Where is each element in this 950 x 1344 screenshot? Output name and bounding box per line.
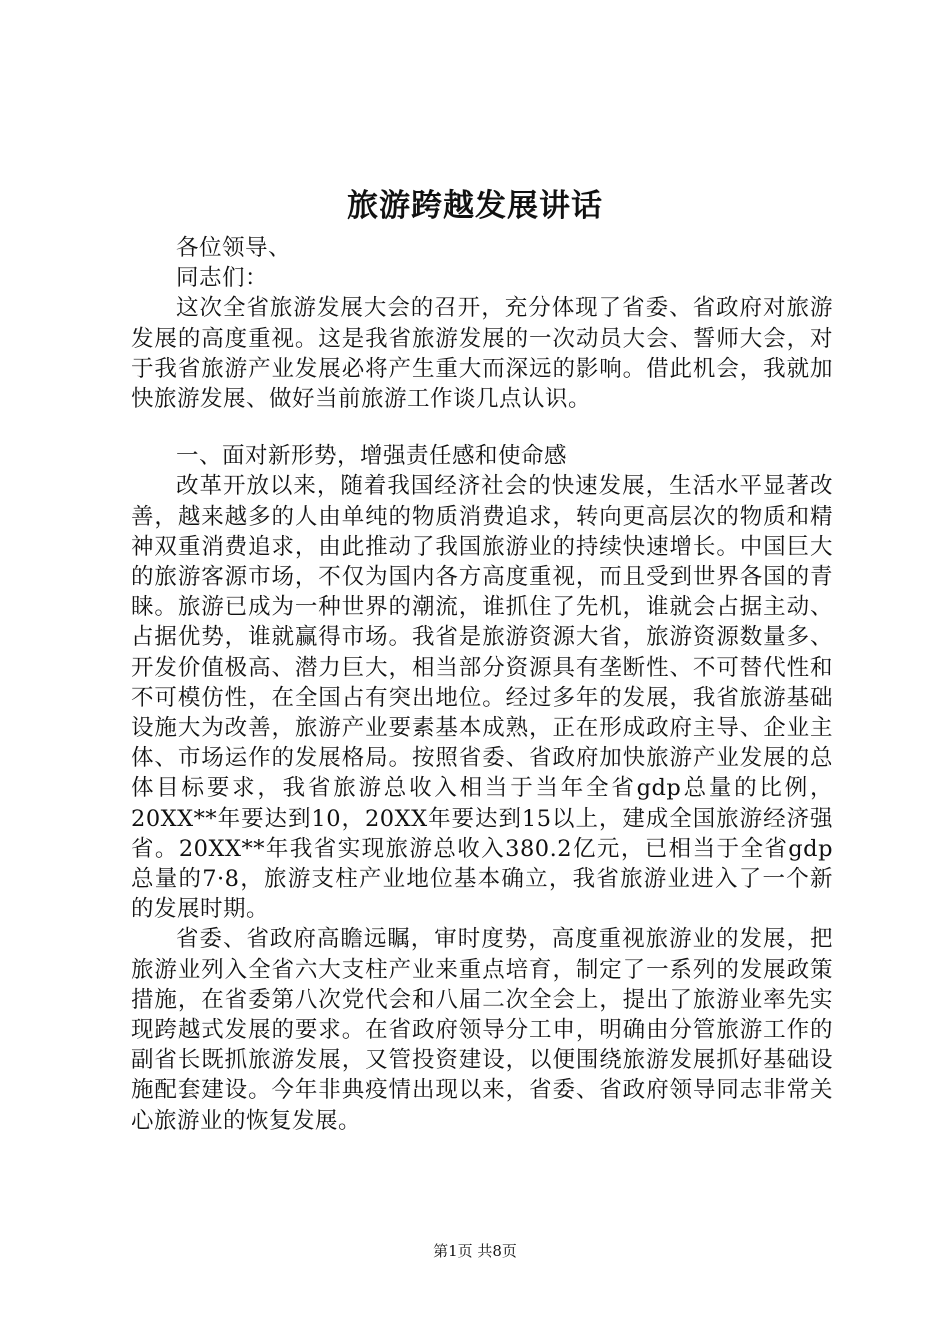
paragraph-intro: 这次全省旅游发展大会的召开，充分体现了省委、省政府对旅游发展的高度重视。这是我省旅游发展的一次动员大会、誓师大会，对于我省旅游产业发展必将产生重大而深远的影响。借此机会，我就加快旅游发展、做好当前旅游工作谈几点认识。: [131, 295, 833, 413]
section-heading-1: 一、面对新形势，增强责任感和使命感: [176, 443, 568, 470]
document-body: [131, 233, 833, 1136]
page-footer: 第1页 共8页: [433, 1242, 517, 1260]
paragraph-provincial-policy: 省委、省政府高瞻远瞩，审时度势，高度重视旅游业的发展，把旅游业列入全省六大支柱产业来重点培育，制定了一系列的发展政策措施，在省委第八次党代会和八届二次全会上，提出了旅游业率先实现跨越式发展的要求。在省政府领导分工申，明确由分管旅游工作的副省长既抓旅游发展，又管投资建设，以便围绕旅游发展抓好基础设施配套建设。今年非典疫情出现以来，省委、省政府领导同志非常关心旅游业的恢复发展。: [131, 926, 833, 1134]
paragraph-reform: 改革开放以来，随着我国经济社会的快速发展，生活水平显著改善，越来越多的人由单纯的物质消费追求，转向更高层次的物质和精神双重消费追求，由此推动了我国旅游业的持续快速增长。中国巨大的旅游客源市场，不仅为国内各方高度重视，而且受到世界各国的青睐。旅游已成为一种世界的潮流，谁抓住了先机，谁就会占据主动、占据优势，谁就赢得市场。我省是旅游资源大省，旅游资源数量多、开发价值极高、潜力巨大，相当部分资源具有垄断性、不可替代性和不可模仿性，在全国占有突出地位。经过多年的发展，我省旅游基础设施大为改善，旅游产业要素基本成熟，正在形成政府主导、企业主体、市场运作的发展格局。按照省委、省政府加快旅游产业发展的总体目标要求，我省旅游总收入相当于当年全省gdp总量的比例，20XX**年要达到10，20XX年要达到15以上，建成全国旅游经济强省。20XX**年我省实现旅游总收入380.2亿元，已相当于全省gdp总量的7·8，旅游支柱产业地位基本确立，我省旅游业进入了一个新的发展时期。: [131, 473, 833, 923]
paragraph-gap: [131, 414, 833, 441]
document-title: 旅游跨越发展讲话: [347, 188, 603, 224]
salutation-line-1: 各位领导、: [176, 235, 292, 261]
salutation-line-2: 同志们：: [176, 265, 269, 292]
